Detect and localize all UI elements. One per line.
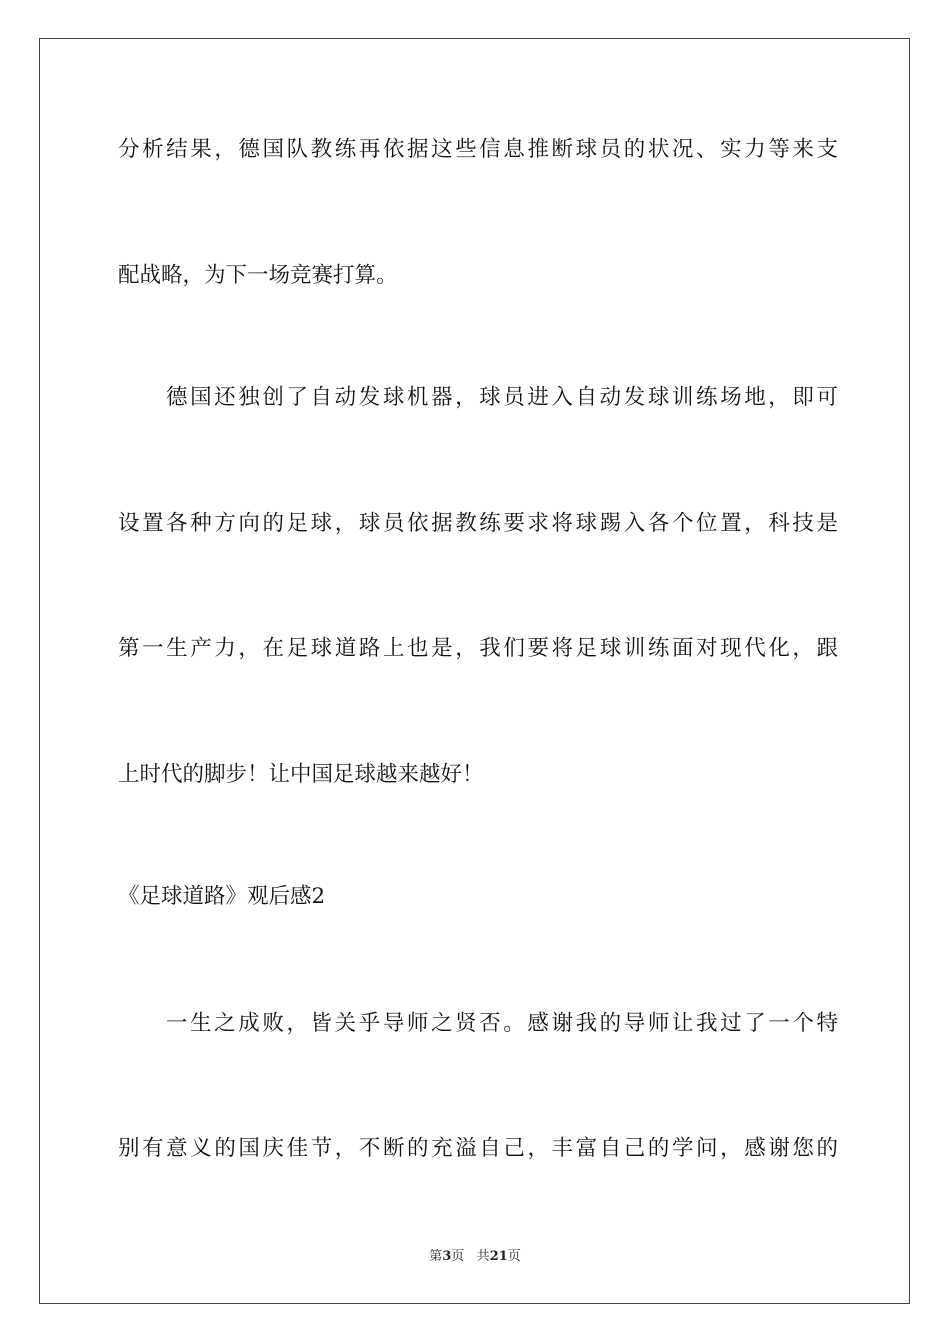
body-line-3: 德国还独创了自动发球机器，球员进入自动发球训练场地，即可: [166, 385, 838, 410]
footer-page-prefix: 第: [429, 1249, 443, 1264]
body-line-7: 一生之成败，皆关乎导师之贤否。感谢我的导师让我过了一个特: [166, 1011, 838, 1036]
footer-page-suffix: 页: [451, 1249, 465, 1264]
page-footer: [0, 1248, 950, 1266]
page-border: [39, 38, 910, 1304]
body-line-4: 设置各种方向的足球，球员依据教练要求将球踢入各个位置，科技是: [118, 511, 838, 536]
footer-total-pages: 21: [489, 1249, 508, 1264]
section-heading: 《足球道路》观后感2: [118, 884, 326, 909]
body-line-1: 分析结果，德国队教练再依据这些信息推断球员的状况、实力等来支: [118, 137, 838, 162]
body-line-5: 第一生产力，在足球道路上也是，我们要将足球训练面对现代化，跟: [118, 636, 838, 661]
body-line-6: 上时代的脚步！让中国足球越来越好！: [118, 762, 484, 787]
footer-total-suffix: 页: [507, 1249, 521, 1264]
body-line-2: 配战略，为下一场竞赛打算。: [118, 263, 398, 288]
body-line-8: 别有意义的国庆佳节，不断的充溢自己，丰富自己的学问，感谢您的: [118, 1136, 838, 1161]
footer-page-number: 3: [442, 1249, 452, 1264]
footer-total-prefix: 共: [476, 1249, 490, 1264]
